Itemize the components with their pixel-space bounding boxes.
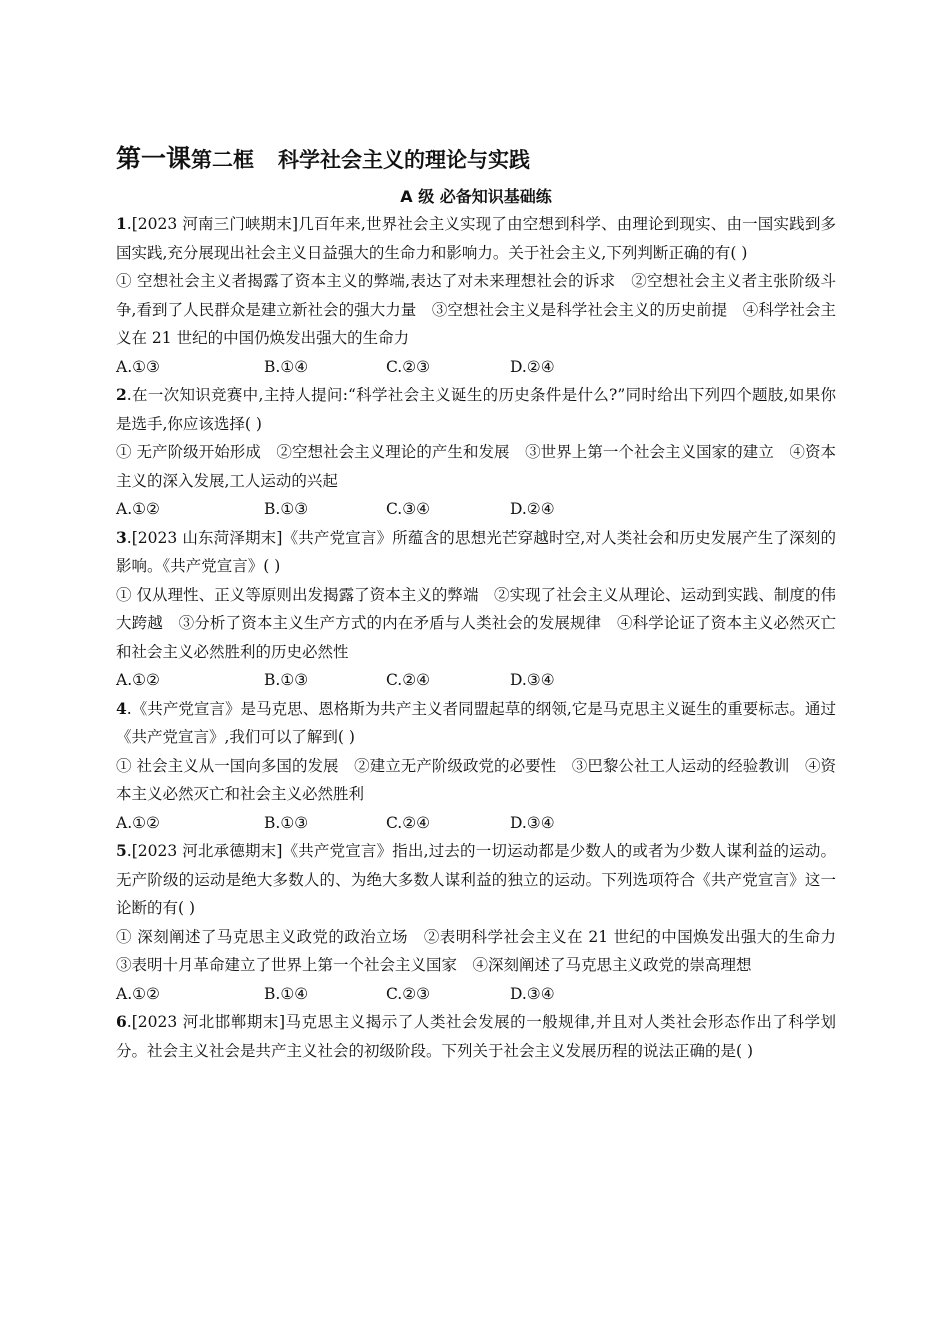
question-number: 2	[116, 385, 127, 404]
question-text: .[2023 河南三门峡期末]几百年来,世界社会主义实现了由空想到科学、由理论到现实、由一国实践到多国实践,充分展现出社会主义日益强大的生命力和影响力。关于社会主义,下列判断正确的有( )	[116, 215, 836, 262]
option-d[interactable]: D.③④	[510, 813, 555, 832]
option-d[interactable]: D.③④	[510, 984, 555, 1003]
answer-options	[116, 980, 836, 1009]
option-a[interactable]: A.①②	[116, 813, 160, 832]
question-stem	[116, 524, 836, 581]
lesson-title	[116, 140, 836, 178]
question-number: 1	[116, 214, 127, 233]
question-2	[116, 381, 836, 524]
option-c[interactable]: C.②④	[386, 671, 431, 689]
answer-options	[116, 495, 836, 524]
question-number: 6	[116, 1012, 127, 1031]
option-d[interactable]: D.②④	[510, 500, 555, 518]
frame-label: 第二框	[191, 148, 255, 172]
question-text: .[2023 河北邯郸期末]马克思主义揭示了人类社会发展的一般规律,并且对人类社会形态作出了科学划分。社会主义社会是共产主义社会的初级阶段。下列关于社会主义发展历程的说法正确的是( )	[116, 1013, 836, 1060]
option-b[interactable]: B.①③	[264, 671, 309, 689]
question-statements: ① 深刻阐述了马克思主义政党的政治立场 ②表明科学社会主义在 21 世纪的中国焕发出强大的生命力 ③表明十月革命建立了世界上第一个社会主义国家 ④深刻阐述了马克思主义政党的崇高理想	[116, 927, 852, 974]
option-c[interactable]: C.②③	[386, 357, 431, 376]
question-number: 4	[116, 698, 127, 718]
option-a[interactable]: A.①②	[116, 500, 160, 518]
question-3	[116, 524, 836, 695]
option-d[interactable]: D.②④	[510, 357, 555, 376]
question-text: .[2023 河北承德期末]《共产党宣言》指出,过去的一切运动都是少数人的或者为少数人谋利益的运动。无产阶级的运动是绝大多数人的、为绝大多数人谋利益的独立的运动。下列选项符合《共产党宣言》这一论断的有( )	[116, 842, 836, 917]
question-5	[116, 837, 852, 1008]
option-a[interactable]: A.①②	[116, 984, 160, 1003]
question-statements: ① 空想社会主义者揭露了资本主义的弊端,表达了对未来理想社会的诉求 ②空想社会主义者主张阶级斗争,看到了人民群众是建立新社会的强大力量 ③空想社会主义是科学社会主义的历史前提 ④科学社会主义在 21 世纪的中国仍焕发出强大的生命力	[116, 272, 836, 347]
option-d[interactable]: D.③④	[510, 671, 555, 689]
option-b[interactable]: B.①③	[264, 500, 309, 518]
question-number: 3	[116, 527, 127, 547]
question-4	[116, 695, 836, 838]
worksheet-page	[116, 140, 852, 1065]
section-heading: A 级 必备知识基础练	[400, 187, 552, 206]
question-statements: ① 社会主义从一国向多国的发展 ②建立无产阶级政党的必要性 ③巴黎公社工人运动的经验教训 ④资本主义必然灭亡和社会主义必然胜利	[116, 756, 836, 803]
question-stem	[116, 1008, 836, 1065]
question-1	[116, 210, 836, 381]
question-stem	[116, 210, 836, 267]
option-a[interactable]: A.①③	[116, 357, 160, 376]
topic-label: 科学社会主义的理论与实践	[278, 148, 531, 172]
option-c[interactable]: C.②④	[386, 813, 431, 832]
question-6	[116, 1008, 836, 1065]
question-stem	[116, 837, 836, 923]
lesson-label: 第一课	[116, 144, 192, 173]
answer-options	[116, 809, 836, 838]
question-number: 5	[116, 841, 127, 860]
option-b[interactable]: B.①④	[264, 357, 309, 376]
option-a[interactable]: A.①②	[116, 671, 160, 689]
question-stem	[116, 381, 836, 438]
option-c[interactable]: C.③④	[386, 500, 431, 518]
question-text: .[2023 山东菏泽期末]《共产党宣言》所蕴含的思想光芒穿越时空,对人类社会和历史发展产生了深刻的影响。《共产党宣言》( )	[116, 528, 836, 575]
question-statements: ① 无产阶级开始形成 ②空想社会主义理论的产生和发展 ③世界上第一个社会主义国家的建立 ④资本主义的深入发展,工人运动的兴起	[116, 443, 836, 490]
answer-options	[116, 353, 836, 382]
question-text: .在一次知识竞赛中,主持人提问:“科学社会主义诞生的历史条件是什么?”同时给出下列四个题肢,如果你是选手,你应该选择( )	[116, 386, 836, 433]
option-c[interactable]: C.②③	[386, 984, 431, 1003]
option-b[interactable]: B.①③	[264, 813, 309, 832]
answer-options	[116, 666, 836, 695]
question-stem	[116, 695, 836, 752]
option-b[interactable]: B.①④	[264, 984, 309, 1003]
question-text: .《共产党宣言》是马克思、恩格斯为共产主义者同盟起草的纲领,它是马克思主义诞生的重要标志。通过《共产党宣言》,我们可以了解到( )	[116, 699, 836, 746]
question-statements: ① 仅从理性、正义等原则出发揭露了资本主义的弊端 ②实现了社会主义从理论、运动到实践、制度的伟大跨越 ③分析了资本主义生产方式的内在矛盾与人类社会的发展规律 ④科学论证了资本主义必然灭亡和社会主义必然胜利的历史必然性	[116, 585, 836, 661]
